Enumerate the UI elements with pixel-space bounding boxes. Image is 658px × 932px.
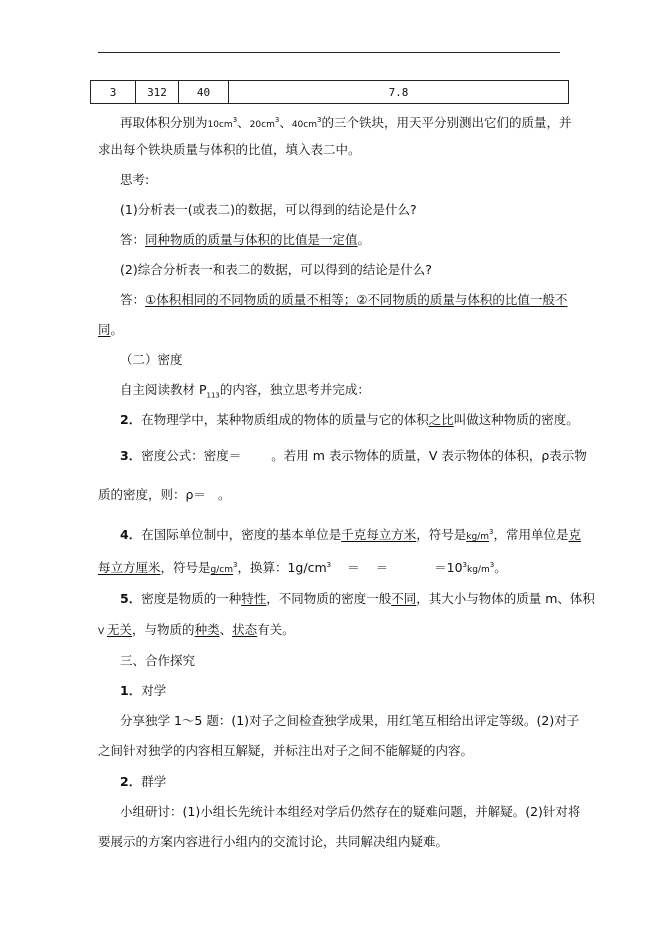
paragraph-line: 之间针对独学的内容相互解疑，并标注出对子之间不能解疑的内容。	[98, 743, 474, 758]
text: 群学	[141, 774, 167, 789]
volume-2: 20cm	[249, 120, 275, 131]
answer-text: 同种物质的质量与体积的比值是一定值	[145, 232, 358, 247]
text: ＝	[347, 560, 360, 576]
item-number: 4．	[120, 527, 142, 543]
text: 叫做这种物质的密度。	[453, 412, 579, 427]
text: ，符号是	[416, 527, 467, 543]
text: 的内容，独立思考并完成：	[219, 382, 370, 397]
section-density-heading: （二）密度	[120, 352, 183, 367]
superscript: 3	[274, 116, 280, 124]
answer-text: 状态	[232, 622, 258, 637]
text: ，符号是	[160, 560, 211, 576]
superscript: 3	[326, 561, 332, 569]
reading-instruction	[120, 382, 370, 404]
question-1: (1)分析表一(或表二)的数据，可以得到的结论是什么?	[120, 202, 417, 217]
text: ＝	[375, 560, 389, 576]
answer-unit: g/cm	[210, 565, 233, 576]
answer-text: 无关	[107, 622, 133, 637]
text: 、	[279, 115, 292, 131]
subheading-pair-study	[120, 683, 166, 699]
text: 。	[110, 322, 124, 337]
superscript: 3	[233, 561, 238, 569]
text: ＝10	[434, 560, 463, 576]
item-4-cont	[98, 557, 507, 578]
superscript: 3	[462, 561, 467, 569]
think-heading: 思考:	[120, 172, 150, 187]
text: ，常用单位是	[493, 527, 569, 543]
answer-text: 克	[568, 527, 581, 543]
subheading-group-study	[120, 774, 166, 790]
text: 质的密度，则：ρ＝	[98, 487, 206, 502]
text: 密度是物质的一种	[141, 591, 242, 606]
table-cell: 40	[179, 81, 229, 104]
answer-text: 种类	[194, 622, 220, 637]
text: 在国际单位制中，密度的基本单位是	[141, 527, 342, 543]
data-table-row	[90, 80, 569, 104]
paragraph-line: 分享独学 1～5 题：(1)对子之间检查独学成果，用红笔互相给出评定等级。(2)对子	[120, 713, 580, 728]
item-3-cont	[98, 487, 230, 503]
text: ，不同物质的密度一般	[266, 591, 392, 606]
text: ，与物质的	[132, 622, 195, 637]
text: ，换算：1g/cm	[237, 560, 327, 576]
text: 、	[219, 622, 233, 637]
unit: kg/m	[467, 565, 490, 576]
answer-label: 答：	[120, 232, 146, 247]
text: 。若用 m 表示物体的质量，V 表示物体的体积，ρ表示物	[271, 448, 587, 463]
answer-label: 答：	[120, 292, 146, 307]
text: 有关。	[257, 622, 295, 637]
item-number: 1．	[120, 683, 142, 698]
text: 再取体积分别为	[120, 115, 208, 131]
paragraph-iron-blocks	[120, 112, 571, 133]
answer-2	[120, 292, 567, 308]
answer-text: 特性	[241, 591, 267, 606]
superscript: 3	[489, 561, 495, 569]
answer-text: 同	[98, 322, 111, 337]
item-number: 2．	[120, 774, 142, 789]
answer-2-cont	[98, 322, 123, 338]
table-row	[91, 81, 569, 104]
text: 的三个铁块，用天平分别测出它们的质量，并	[321, 115, 572, 131]
superscript: 3	[232, 116, 238, 124]
item-4	[120, 524, 581, 545]
item-number: 5．	[120, 591, 142, 606]
section-cooperation-heading: 三、合作探究	[120, 653, 196, 668]
page-subscript: 113	[206, 391, 220, 400]
item-5	[120, 591, 595, 607]
superscript: 3	[488, 528, 494, 536]
superscript: 3	[317, 116, 322, 124]
text: 对学	[141, 683, 167, 698]
question-2: (2)综合分析表一和表二的数据，可以得到的结论是什么?	[120, 262, 432, 277]
text: V	[98, 627, 108, 637]
answer-text: 千克每立方米	[341, 527, 417, 543]
text: 自主阅读教材 P	[120, 382, 207, 397]
volume-3: 40cm	[291, 120, 317, 131]
item-number: 3．	[120, 448, 142, 463]
text: ，其大小与物体的质量 m、体积	[416, 591, 595, 606]
table-cell: 7.8	[229, 81, 569, 104]
item-2	[120, 412, 579, 428]
paragraph-line: 小组研讨：(1)小组长先统计本组经对学后仍然存在的疑难问题，并解疑。(2)针对将	[120, 804, 581, 819]
text: 在物理学中，某种物质组成的物体的质量与它的体积	[141, 412, 429, 427]
answer-text: 之比	[428, 412, 454, 427]
volume-1: 10cm	[207, 120, 233, 131]
answer-text: 每立方厘米	[98, 560, 161, 576]
answer-1	[120, 232, 370, 248]
table-cell: 3	[91, 81, 136, 104]
item-3	[120, 448, 587, 464]
text: 。	[494, 560, 507, 576]
text: 密度公式：密度＝	[141, 448, 242, 463]
answer-text: 不同	[391, 591, 417, 606]
text: 。	[217, 487, 231, 502]
item-5-cont	[98, 622, 295, 640]
table-cell: 312	[136, 81, 179, 104]
paragraph-line: 要展示的方案内容进行小组内的交流讨论，共同解决组内疑难。	[98, 834, 449, 849]
header-rule	[98, 52, 560, 53]
text: 。	[357, 232, 371, 247]
answer-text: ①体积相同的不同物质的质量不相等；②不同物质的质量与体积的比值一般不	[145, 292, 568, 307]
item-number: 2．	[120, 412, 142, 427]
text: 、	[237, 115, 250, 131]
paragraph-line: 求出每个铁块质量与体积的比值，填入表二中。	[98, 142, 361, 157]
answer-unit: kg/m	[466, 532, 489, 543]
